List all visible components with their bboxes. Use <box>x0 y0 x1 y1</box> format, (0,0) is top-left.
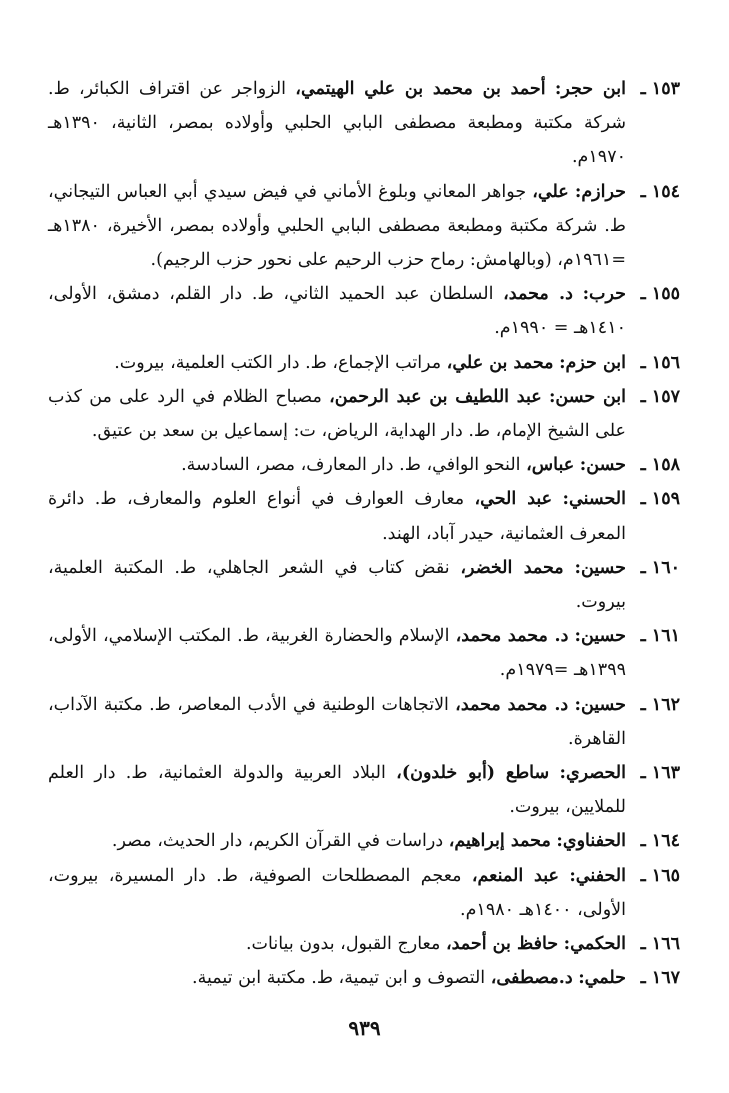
entry-name: عبد المنعم، <box>471 865 559 886</box>
entry-details: الإسلام والحضارة الغربية، ط. المكتب الإسلامي، الأولى، ١٣٩٩هـ =١٩٧٩م. <box>48 626 626 681</box>
bibliography-entry <box>48 175 680 278</box>
entry-name: محمد إبراهيم، <box>448 831 551 852</box>
entry-author: الحفناوي: <box>556 831 626 852</box>
bibliography-entry <box>48 380 680 448</box>
entry-number: ١٥٤ ـ <box>640 181 680 202</box>
entry-number: ١٥٨ ـ <box>640 455 680 476</box>
entry-name: د.مصطفى، <box>490 968 573 989</box>
bibliography-entry <box>48 346 680 380</box>
entry-author: حسن: <box>579 455 626 476</box>
bibliography-entry <box>48 756 680 824</box>
entry-number: ١٦٣ ـ <box>640 763 680 784</box>
entry-number: ١٥٧ ـ <box>640 386 680 407</box>
entry-details: الاتجاهات الوطنية في الأدب المعاصر، ط. مكتبة الآداب، القاهرة. <box>48 694 626 749</box>
entry-author: حسين: <box>574 626 626 647</box>
entry-details: دراسات في القرآن الكريم، دار الحديث، مصر. <box>111 831 444 852</box>
entry-details: مصباح الظلام في الرد على من كذب على الشيخ الإمام، ط. دار الهداية، الرياض، ت: إسماعيل بن سعد بن عتيق. <box>48 386 626 442</box>
entry-author: ابن حزم: <box>559 352 626 373</box>
entry-details: التصوف و ابن تيمية، ط. مكتبة ابن تيمية. <box>192 968 486 989</box>
page-number: ٩٣٩ <box>348 1016 381 1040</box>
entry-number: ١٦٤ ـ <box>640 831 680 852</box>
entry-number: ١٥٥ ـ <box>640 284 680 305</box>
entry-number: ١٦٧ ـ <box>640 968 680 989</box>
entry-author: حسين: <box>574 694 626 715</box>
bibliography-entry <box>48 72 680 175</box>
entry-author: حرازم: <box>574 181 626 202</box>
bibliography-list <box>48 72 680 995</box>
entry-number: ١٥٩ ـ <box>640 489 680 510</box>
entry-author: حسين: <box>574 557 626 578</box>
entry-details: السلطان عبد الحميد الثاني، ط. دار القلم، دمشق، الأولى، ١٤١٠هـ = ١٩٩٠م. <box>48 284 626 339</box>
entry-author: الحكمي: <box>563 934 626 955</box>
entry-author: حلمي: <box>578 968 626 989</box>
entry-number: ١٦٦ ـ <box>640 934 680 955</box>
entry-author: الحسني: <box>562 489 626 510</box>
entry-details: معجم المصطلحات الصوفية، ط. دار المسيرة، بيروت، الأولى، ١٤٠٠هـ ١٩٨٠م. <box>48 865 626 920</box>
bibliography-entry <box>48 277 680 345</box>
entry-name: د. محمد محمد، <box>455 694 569 715</box>
entry-number: ١٦٥ ـ <box>640 865 680 886</box>
entry-name: عباس، <box>526 455 575 476</box>
entry-details: النحو الوافي، ط. دار المعارف، مصر، السادسة. <box>181 455 521 476</box>
bibliography-entry <box>48 619 680 687</box>
entry-number: ١٥٣ ـ <box>640 79 680 99</box>
entry-details: البلاد العربية والدولة العثمانية، ط. دار العلم للملايين، بيروت. <box>48 763 626 818</box>
bibliography-entry <box>48 927 680 961</box>
entry-name: د. محمد، <box>503 284 573 305</box>
bibliography-entry <box>48 859 680 927</box>
entry-name: عبد اللطيف بن عبد الرحمن، <box>329 386 542 407</box>
bibliography-entry <box>48 688 680 756</box>
bibliography-entry <box>48 551 680 619</box>
bibliography-entry <box>48 961 680 995</box>
bibliography-entry <box>48 448 680 482</box>
bibliography-entry <box>48 824 680 858</box>
entry-details: جواهر المعاني وبلوغ الأماني في فيض سيدي أبي العباس التيجاني، ط. شركة مكتبة ومطبعة مصطفى البابي الحلبي وأولاده بمصر، الأخيرة، ١٣٨٠هـ =١٩٦١م، (وبالهامش: رماح حزب الرحيم على نحور حزب الرجيم). <box>48 181 626 271</box>
entry-details: معارج القبول، بدون بيانات. <box>245 934 441 955</box>
entry-name: عبد الحي، <box>474 489 553 510</box>
entry-number: ١٥٦ ـ <box>640 352 680 373</box>
entry-details: معارف العوارف في أنواع العلوم والمعارف، ط. دائرة المعرف العثمانية، حيدر آباد، الهند. <box>48 489 626 544</box>
bibliography-entry <box>48 482 680 550</box>
entry-author: الحفني: <box>569 865 626 886</box>
entry-author: ابن حسن: <box>548 386 627 407</box>
entry-author: حرب: <box>582 284 626 305</box>
entry-name: محمد الخضر، <box>460 557 564 578</box>
entry-details: الزواجر عن اقتراف الكبائر، ط. شركة مكتبة ومطبعة مصطفى البابي الحلبي وأولاده بمصر، الثانية، ١٣٩٠هـ ١٩٧٠م. <box>48 79 626 168</box>
entry-details: مراتب الإجماع، ط. دار الكتب العلمية، بيروت. <box>114 352 442 373</box>
entry-name: أحمد بن محمد بن علي الهيتمي، <box>295 79 546 99</box>
entry-number: ١٦٠ ـ <box>640 557 680 578</box>
entry-name: علي، <box>532 181 569 202</box>
entry-number: ١٦١ ـ <box>640 626 680 647</box>
entry-number: ١٦٢ ـ <box>640 694 680 715</box>
entry-author: ابن حجر: <box>554 79 626 99</box>
entry-name: ساطع (أبو خلدون)، <box>396 763 550 784</box>
entry-name: محمد بن علي، <box>446 352 554 373</box>
entry-details: نقض كتاب في الشعر الجاهلي، ط. المكتبة العلمية، بيروت. <box>48 557 626 613</box>
entry-author: الحصري: <box>559 763 626 784</box>
entry-name: د. محمد محمد، <box>455 626 569 647</box>
entry-name: حافظ بن أحمد، <box>445 934 559 955</box>
